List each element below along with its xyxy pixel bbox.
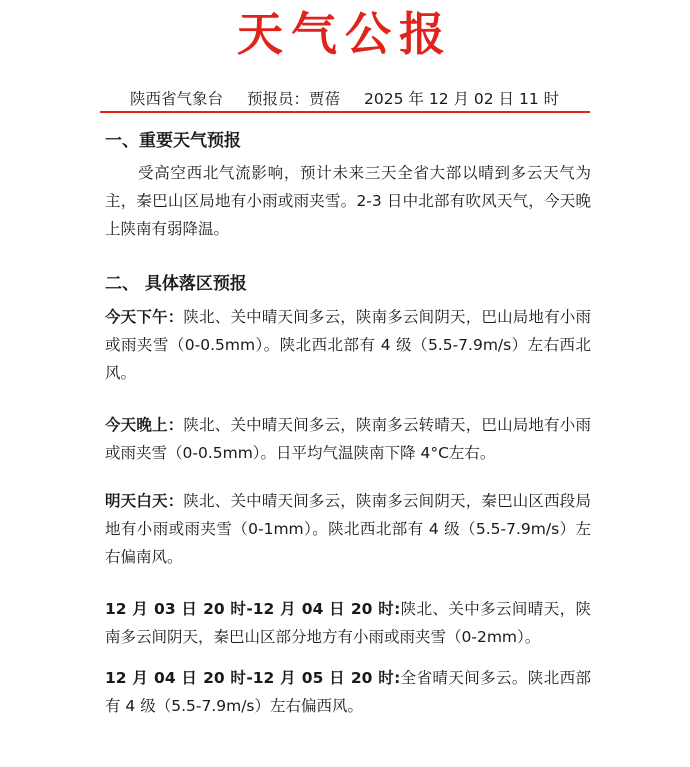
forecast-text: 陕北、关中晴天间多云，陕南多云间阴天，秦巴山区西段局地有小雨或雨夹雪（0-1mm）。陕北西北部有 4 级（5.5-7.9m/s）左右偏南风。 [105, 492, 591, 566]
forecaster: 预报员：贾蓓 [247, 90, 341, 108]
section2-heading: 二、 具体落区预报 [105, 274, 247, 294]
forecast-period-label: 今天下午： [105, 308, 184, 326]
bulletin-title: 天气公报 [237, 7, 453, 61]
bulletin-meta [130, 89, 559, 109]
forecast-item-tonight [105, 411, 591, 467]
forecast-text: 全省晴天间多云。陕北西部有 4 级（5.5-7.9m/s）左右偏西风。 [105, 669, 591, 715]
section1-heading: 一、重要天气预报 [105, 131, 241, 151]
forecast-period-label: 12 月 03 日 20 时-12 月 04 日 20 时: [105, 600, 401, 618]
forecast-item-dec03-04 [105, 595, 591, 651]
forecast-period-label: 明天白天： [105, 492, 184, 510]
forecast-period-label: 12 月 04 日 20 时-12 月 05 日 20 时: [105, 669, 401, 687]
forecast-item-today-afternoon [105, 303, 591, 387]
forecast-item-tomorrow-day [105, 487, 591, 571]
header-divider [100, 111, 590, 113]
forecast-text: 陕北、关中晴天间多云，陕南多云转晴天，巴山局地有小雨或雨夹雪（0-0.5mm）。日平均气温陕南下降 4°C左右。 [105, 416, 591, 462]
section1-body: 受高空西北气流影响，预计未来三天全省大部以晴到多云天气为主，秦巴山区局地有小雨或雨夹雪。2-3 日中北部有吹风天气，今天晚上陕南有弱降温。 [105, 164, 591, 238]
forecast-item-dec04-05 [105, 664, 591, 720]
forecast-period-label: 今天晚上： [105, 416, 184, 434]
forecast-text: 陕北、关中多云间晴天，陕南多云间阴天，秦巴山区部分地方有小雨或雨夹雪（0-2mm）。 [105, 600, 591, 646]
issuer: 陕西省气象台 [130, 90, 224, 108]
issue-datetime: 2025 年 12 月 02 日 11 时 [364, 90, 560, 108]
forecast-text: 陕北、关中晴天间多云，陕南多云间阴天，巴山局地有小雨或雨夹雪（0-0.5mm）。陕北西北部有 4 级（5.5-7.9m/s）左右西北风。 [105, 308, 591, 382]
